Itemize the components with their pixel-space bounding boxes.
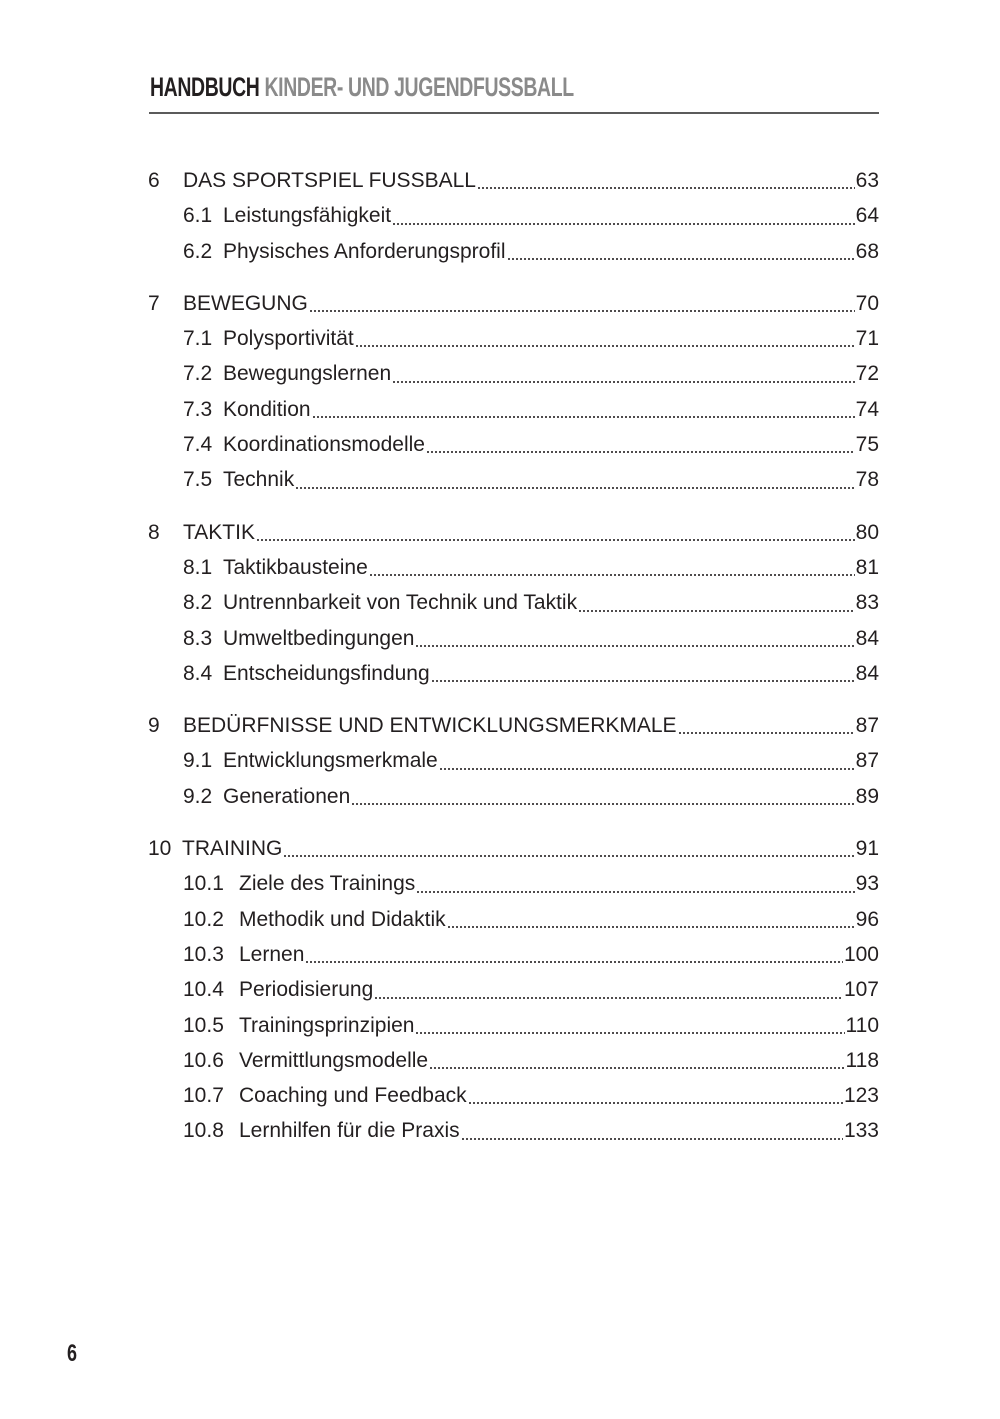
dot-leader [477, 187, 855, 189]
section-number: 8.3 [183, 626, 213, 650]
toc-entry-section[interactable] [148, 427, 879, 462]
toc-chapter-8 [148, 515, 879, 691]
toc-entry-chapter[interactable] [148, 163, 879, 198]
toc-entry-section[interactable] [148, 779, 879, 814]
dot-leader [305, 961, 843, 963]
dot-leader [369, 574, 855, 576]
dot-leader [578, 610, 855, 612]
section-number: 7.5 [183, 468, 213, 492]
toc-entry-section[interactable] [148, 321, 879, 356]
section-title: Technik [223, 468, 295, 492]
chapter-title: BEWEGUNG [183, 291, 308, 315]
header-rule-divider [149, 112, 879, 114]
page-number: 80 [855, 520, 879, 544]
page-number: 75 [855, 433, 879, 457]
section-title: Taktikbausteine [223, 555, 368, 579]
section-title: Koordinationsmodelle [223, 433, 425, 457]
dot-leader [415, 1032, 844, 1034]
dot-leader [431, 680, 855, 682]
section-number: 10.4 [183, 978, 224, 1002]
toc-entry-section[interactable] [148, 198, 879, 233]
dot-leader [468, 1102, 843, 1104]
dot-leader [392, 381, 855, 383]
page-number: 96 [855, 907, 879, 931]
dot-leader [415, 645, 854, 647]
chapter-title: TAKTIK [183, 520, 255, 544]
section-number: 10.3 [183, 942, 224, 966]
page-number: 81 [855, 555, 879, 579]
section-number: 8.1 [183, 555, 213, 579]
chapter-title: DAS SPORTSPIEL FUSSBALL [183, 169, 476, 192]
toc-entry-section[interactable] [148, 866, 879, 901]
section-title: Coaching und Feedback [239, 1084, 467, 1108]
page-number: 123 [843, 1084, 879, 1108]
dot-leader [283, 855, 854, 857]
dot-leader [461, 1138, 843, 1140]
toc-entry-chapter[interactable] [148, 708, 879, 743]
toc-entry-section[interactable] [148, 743, 879, 778]
toc-entry-section[interactable] [148, 621, 879, 656]
page-number: 87 [855, 749, 879, 773]
toc-entry-section[interactable] [148, 356, 879, 391]
dot-leader [374, 997, 843, 999]
section-title: Ziele des Trainings [239, 872, 416, 896]
section-number: 7.2 [183, 362, 213, 386]
section-number: 9.1 [183, 749, 213, 773]
section-title: Leistungsfähigkeit [223, 204, 392, 228]
section-number: 8.4 [183, 661, 213, 685]
running-head-bold: HANDBUCH [150, 72, 260, 102]
chapter-number: 10 [148, 837, 172, 861]
section-number: 10.2 [183, 907, 224, 931]
section-number: 10.5 [183, 1013, 224, 1037]
section-number: 9.2 [183, 784, 213, 808]
chapter-number: 7 [148, 291, 160, 315]
section-title: Physisches Anforderungsprofil [223, 239, 506, 263]
page-number: 100 [843, 942, 879, 966]
page-number: 93 [855, 872, 879, 896]
page-number: 70 [855, 291, 879, 315]
toc-entry-section[interactable] [148, 1008, 879, 1043]
section-title: Entscheidungsfindung [223, 661, 430, 685]
page-number: 107 [843, 978, 879, 1002]
dot-leader [507, 258, 855, 260]
toc-entry-section[interactable] [148, 937, 879, 972]
toc-chapter-6 [148, 163, 879, 269]
section-number: 6.2 [183, 239, 213, 263]
chapter-title: BEDÜRFNISSE UND ENTWICKLUNGSMERKMALE [183, 714, 677, 738]
dot-leader [447, 926, 855, 928]
section-number: 7.4 [183, 433, 213, 457]
toc-entry-chapter[interactable] [148, 515, 879, 550]
toc-entry-section[interactable] [148, 1078, 879, 1113]
toc-entry-section[interactable] [148, 234, 879, 269]
section-title: Lernen [239, 942, 305, 966]
section-number: 10.8 [183, 1119, 224, 1143]
section-title: Umweltbedingungen [223, 626, 415, 650]
toc-entry-section[interactable] [148, 550, 879, 585]
toc-entry-section[interactable] [148, 1113, 879, 1148]
page-number: 91 [855, 837, 879, 861]
section-number: 10.1 [183, 872, 224, 896]
section-title: Untrennbarkeit von Technik und Taktik [223, 591, 578, 615]
toc-entry-chapter[interactable] [148, 286, 879, 321]
page-number: 63 [855, 169, 879, 192]
chapter-number: 8 [148, 520, 160, 544]
toc-chapter-10 [148, 831, 879, 1149]
running-head-light: KINDER- UND JUGENDFUSSBALL [264, 72, 574, 102]
section-title: Methodik und Didaktik [239, 907, 446, 931]
dot-leader [439, 768, 855, 770]
page-number: 84 [855, 626, 879, 650]
page-number: 89 [855, 784, 879, 808]
section-number: 7.1 [183, 327, 213, 351]
page-number: 68 [855, 239, 879, 263]
section-title: Bewegungslernen [223, 362, 392, 386]
dot-leader [355, 345, 855, 347]
chapter-number: 6 [148, 169, 160, 192]
toc-entry-section[interactable] [148, 1043, 879, 1078]
section-number: 8.2 [183, 591, 213, 615]
page-number: 72 [855, 362, 879, 386]
toc-entry-section[interactable] [148, 462, 879, 497]
dot-leader [416, 891, 854, 893]
page-number: 133 [843, 1119, 879, 1143]
section-title: Trainingsprinzipien [239, 1013, 415, 1037]
dot-leader [392, 223, 855, 225]
section-number: 10.6 [183, 1048, 224, 1072]
toc-entry-section[interactable] [148, 656, 879, 691]
page-number: 118 [845, 1048, 879, 1072]
chapter-title: TRAINING [182, 837, 283, 861]
dot-leader [312, 416, 855, 418]
page-number: 87 [855, 714, 879, 738]
dot-leader [678, 732, 855, 734]
toc-entry-section[interactable] [148, 902, 879, 937]
section-title: Lernhilfen für die Praxis [239, 1119, 460, 1143]
page-number: 64 [855, 204, 879, 228]
toc-entry-section[interactable] [148, 585, 879, 620]
chapter-number: 9 [148, 714, 160, 738]
toc-entry-section[interactable] [148, 392, 879, 427]
page-number: 84 [855, 661, 879, 685]
toc-entry-chapter[interactable] [148, 831, 879, 866]
section-title: Polysportivität [223, 327, 354, 351]
section-title: Kondition [223, 397, 311, 421]
dot-leader [426, 451, 855, 453]
table-of-contents [148, 163, 879, 1166]
section-number: 7.3 [183, 397, 213, 421]
toc-chapter-7 [148, 286, 879, 498]
section-title: Vermittlungsmodelle [239, 1048, 429, 1072]
section-title: Entwicklungsmerkmale [223, 749, 438, 773]
dot-leader [309, 310, 855, 312]
dot-leader [256, 539, 855, 541]
page-number: 110 [845, 1013, 879, 1037]
section-title: Generationen [223, 784, 351, 808]
dot-leader [429, 1067, 844, 1069]
dot-leader [351, 803, 854, 805]
section-number: 10.7 [183, 1084, 224, 1108]
section-title: Periodisierung [239, 978, 374, 1002]
dot-leader [295, 487, 854, 489]
page-folio: 6 [67, 1340, 78, 1367]
toc-entry-section[interactable] [148, 972, 879, 1007]
toc-chapter-9 [148, 708, 879, 814]
page-number: 78 [855, 468, 879, 492]
page-number: 74 [855, 397, 879, 421]
running-head [150, 70, 574, 104]
section-number: 6.1 [183, 204, 213, 228]
page-number: 71 [855, 327, 879, 351]
page-number: 83 [855, 591, 879, 615]
